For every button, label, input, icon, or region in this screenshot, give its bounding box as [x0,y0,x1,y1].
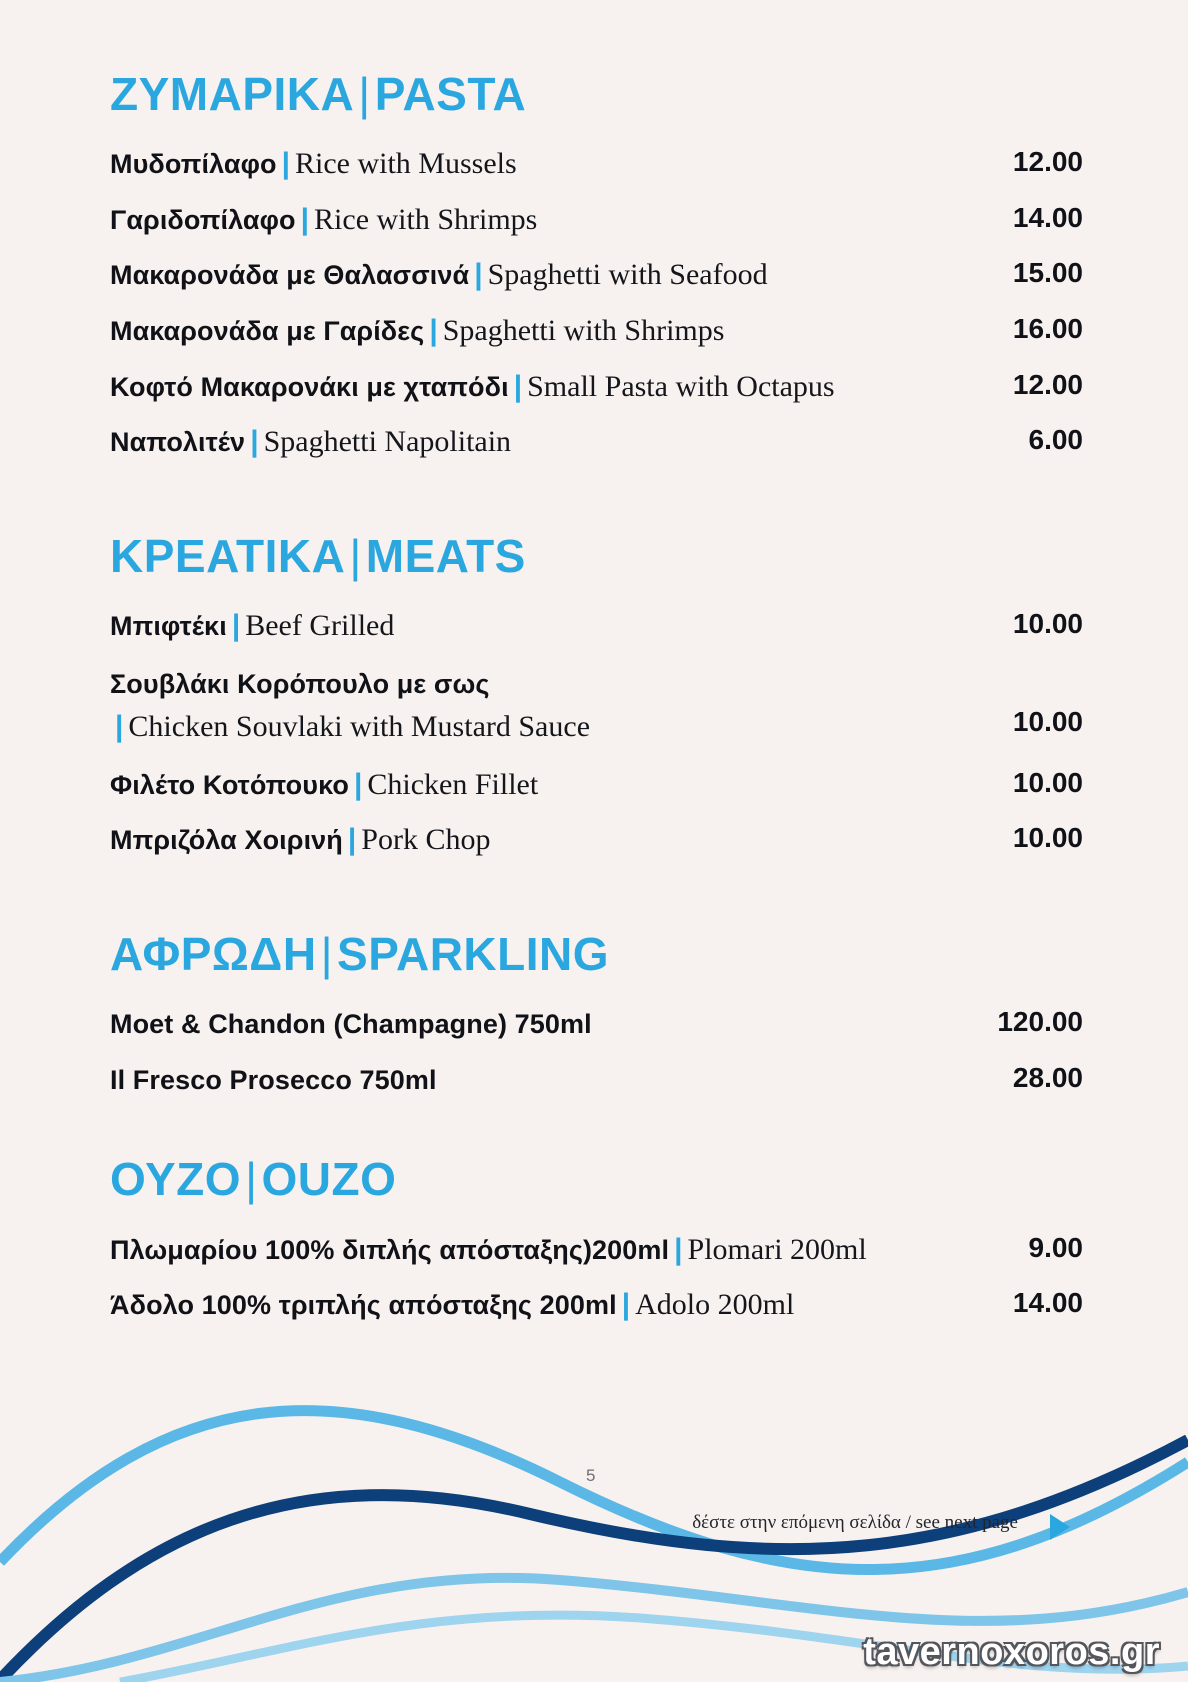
next-page-note: δέστε στην επόμενη σελίδα / see next page [692,1512,1018,1533]
item-separator: | [353,767,363,801]
menu-item [110,311,1083,351]
menu-item [110,1060,1083,1100]
item-price: 10.00 [1012,766,1083,798]
menu-item [110,200,1083,240]
item-separator: | [281,147,290,181]
item-separator: | [250,425,259,459]
item-name-english: Chicken Souvlaki with Mustard Sauce [128,710,591,744]
item-name-english: Beef Grilled [245,609,395,643]
item-price: 120.00 [997,1006,1083,1038]
menu-section-ouzo [110,1155,1083,1324]
item-name-english: Rice with Mussels [295,147,517,181]
menu-item [110,765,1083,805]
watermark: tavernoxoros.gr [863,1631,1160,1673]
menu-item [110,422,1083,462]
item-separator: | [429,314,438,348]
item-name-greek: Μακαρονάδα με Θαλασσινά [110,260,470,291]
item-name-greek: Άδολο 100% τριπλής απόσταξης 200ml [110,1290,617,1321]
item-name-greek: Il Fresco Prosecco 750ml [110,1064,437,1095]
item-name-english: Plomari 200ml [687,1232,867,1266]
section-spacer [110,1115,1083,1155]
menu-item [110,1004,1083,1044]
section-title-separator: | [320,927,334,980]
item-price: 10.00 [1012,822,1083,854]
item-separator: | [474,258,483,292]
item-name-greek: Μακαρονάδα με Γαρίδες [110,316,425,347]
item-price: 14.00 [1012,1287,1083,1319]
item-price: 15.00 [1012,257,1083,289]
section-title-separator: | [245,1153,258,1206]
item-price: 10.00 [1012,705,1083,737]
section-title-english: MEATS [365,529,526,582]
page-number: 5 [586,1466,596,1485]
next-page-arrow-icon[interactable] [1050,1514,1070,1540]
item-name-greek: Κοφτό Μακαρονάκι με χταπόδι [110,371,509,402]
menu-section-meats [110,529,1083,860]
item-separator: | [115,710,124,744]
menu-item [110,1230,1083,1270]
item-name-english: Chicken Fillet [367,767,539,801]
item-name-english: Pork Chop [361,823,491,857]
item-price: 6.00 [1028,424,1083,456]
item-name-greek: Μπριζόλα Χοιρινή [110,825,343,856]
section-title-greek: ΑΦΡΩΔΗ [110,927,317,980]
menu-item [110,367,1083,407]
item-separator: | [231,609,241,643]
menu-item [110,662,1083,749]
section-title-english: SPARKLING [337,927,610,980]
item-price: 16.00 [1012,313,1083,345]
item-name-english: Small Pasta with Octapus [527,369,835,403]
item-name-greek: Γαριδοπίλαφο [110,204,296,235]
item-separator: | [621,1288,631,1322]
item-name-greek: Μπιφτέκι [110,611,227,642]
section-title-pasta [110,70,1083,118]
menu-item [110,606,1083,646]
menu-item [110,255,1083,295]
section-title-sparkling [110,927,1083,980]
item-name-greek: Ναπολιτέν [110,427,246,458]
section-title-meats [110,529,1083,582]
section-spacer [110,478,1083,532]
item-name-english: Rice with Shrimps [314,202,538,236]
section-title-separator: | [349,529,362,582]
section-title-english: OUZO [261,1153,397,1206]
item-price: 14.00 [1012,201,1083,233]
item-price: 12.00 [1012,368,1083,400]
menu-section-sparkling [110,927,1083,1099]
section-title-ouzo [110,1153,1083,1206]
item-name-greek: Moet & Chandon (Champagne) 750ml [110,1009,592,1040]
section-title-greek: ΚΡΕΑΤΙΚΑ [110,529,346,582]
item-name-english: Spaghetti Napolitain [263,425,512,459]
section-spacer [110,876,1083,930]
section-title-greek: ΖΥΜΑΡΙΚΑ [110,68,355,120]
item-name-greek: Σουβλάκι Κορόπουλο με σως [110,668,490,699]
item-name-english: Adolo 200ml [635,1288,795,1322]
section-title-greek: ΟΥΖΟ [110,1153,242,1206]
item-price: 12.00 [1012,146,1083,178]
menu-item [110,144,1083,184]
item-name-greek: Μυδοπίλαφο [110,149,277,180]
item-price: 10.00 [1012,608,1083,640]
item-separator: | [300,202,310,236]
section-title-separator: | [358,68,371,120]
item-name-greek: Πλωμαρίου 100% διπλής απόσταξης)200ml [110,1234,670,1265]
item-separator: | [674,1232,683,1266]
item-name-greek: Φιλέτο Κοτόπουκο [110,769,349,800]
item-price: 28.00 [1012,1061,1083,1093]
menu-section-pasta [110,70,1083,462]
menu-item [110,820,1083,860]
item-name-english: Spaghetti with Shrimps [442,314,725,348]
menu-item [110,1285,1083,1325]
item-separator: | [347,823,357,857]
item-separator: | [513,369,523,403]
section-title-english: PASTA [374,68,527,120]
item-price: 9.00 [1028,1231,1083,1263]
item-name-english: Spaghetti with Seafood [487,258,768,292]
